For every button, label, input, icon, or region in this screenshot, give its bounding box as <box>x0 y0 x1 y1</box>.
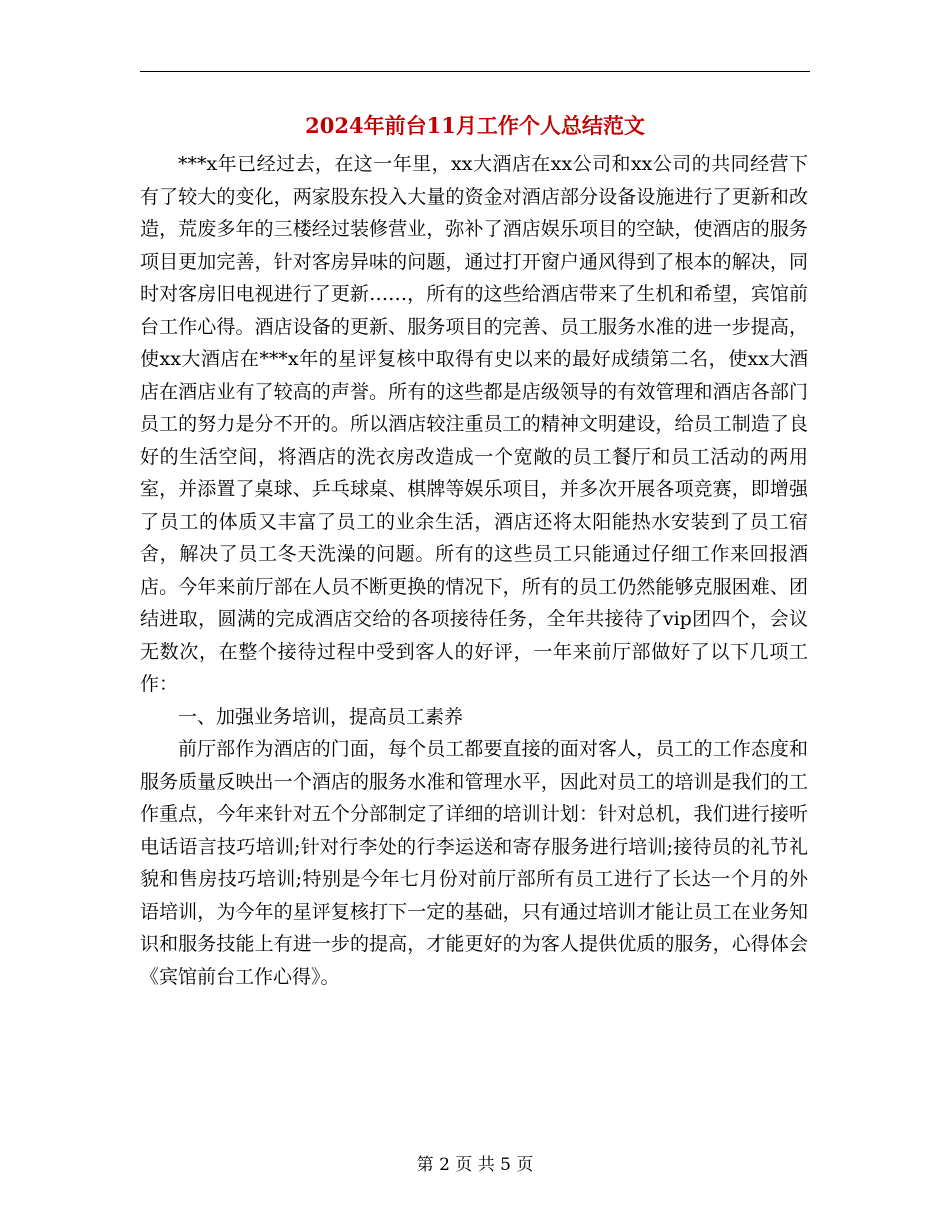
section-heading: 一、加强业务培训，提高员工素养 <box>178 705 464 728</box>
paragraph-training: 前厅部作为酒店的门面，每个员工都要直接的面对客人，员工的工作态度和服务质量反映出一个酒店的服务水准和管理水平，因此对员工的培训是我们的工作重点，今年来针对五个分部制定了详细的培训计划：针对总机，我们进行接听电话语言技巧培训;针对行李处的行李运送和寄存服务进行培训;接待员的礼节礼貌和售房技巧培训;特别是今年七月份对前厅部所有员工进行了长达一个月的外语培训，为今年的星评复核打下一定的基础，只有通过培训才能让员工在业务知识和服务技能上有进一步的提高，才能更好的为客人提供优质的服务，心得体会《宾馆前台工作心得》。 <box>140 738 808 988</box>
paragraph-intro: ***x年已经过去，在这一年里，xx大酒店在xx公司和xx公司的共同经营下有了较大的变化，两家股东投入大量的资金对酒店部分设备设施进行了更新和改造，荒废多年的三楼经过装修营业，弥补了酒店娱乐项目的空缺，使酒店的服务项目更加完善，针对客房异味的问题，通过打开窗户通风得到了根本的解决，同时对客房旧电视进行了更新……，所有的这些给酒店带来了生机和希望，宾馆前台工作心得。酒店设备的更新、服务项目的完善、员工服务水准的进一步提高，使xx大酒店在***x年的星评复核中取得有史以来的最好成绩第二名，使xx大酒店在酒店业有了较高的声誉。所有的这些都是店级领导的有效管理和酒店各部门员工的努力是分不开的。所以酒店较注重员工的精神文明建设，给员工制造了良好的生活空间，将酒店的洗衣房改造成一个宽敞的员工餐厅和员工活动的两用室，并添置了桌球、乒乓球桌、棋牌等娱乐项目，并多次开展各项竞赛，即增强了员工的体质又丰富了员工的业余生活，酒店还将太阳能热水安装到了员工宿舍，解决了员工冬天洗澡的问题。所有的这些员工只能通过仔细工作来回报酒店。今年来前厅部在人员不断更换的情况下，所有的员工仍然能够克服困难、团结进取，圆满的完成酒店交给的各项接待任务，全年共接待了vip团四个，会议无数次，在整个接待过程中受到客人的好评，一年来前厅部做好了以下几项工作： <box>140 153 808 695</box>
document-title: 2024年前台11月工作个人总结范文 <box>305 113 645 138</box>
page-number: 第 2 页 共 5 页 <box>416 1155 534 1175</box>
document-body <box>140 148 808 993</box>
header-rule <box>140 71 810 72</box>
